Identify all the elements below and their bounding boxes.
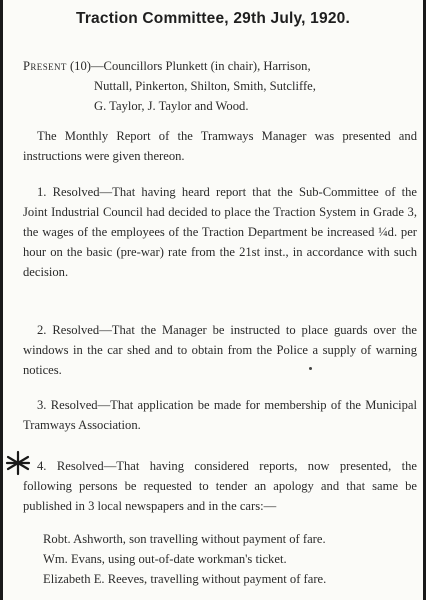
resolution-4 [23,456,417,516]
resolution-text: Resolved—That having considered reports, now presented, the following persons be requested to tender an apology and that same be published in 3 local newspapers and in the cars:— [23,459,417,513]
list-item: Wm. Evans, using out-of-date workman's ticket. [43,552,287,566]
resolution-1 [23,182,417,282]
list-item: Robt. Ashworth, son travelling without payment of fare. [43,532,326,546]
present-line-3: G. Taylor, J. Taylor and Wood. [94,99,249,113]
intro-paragraph: The Monthly Report of the Tramways Manager was presented and instructions were given thereon. [23,129,417,163]
resolution-2 [23,320,417,380]
resolution-number: 2. [37,323,47,337]
persons-list [43,529,419,589]
present-count: (10) [69,59,91,73]
present-label: Present [23,59,67,73]
ink-dot [309,367,312,370]
resolution-number: 4. [37,459,47,473]
present-line-2: Nuttall, Pinkerton, Shilton, Smith, Sutcliffe, [94,79,316,93]
attendance-list [23,56,415,116]
resolution-number: 1. [37,185,47,199]
list-item: Elizabeth E. Reeves, travelling without payment of fare. [43,572,327,586]
resolution-3 [23,395,417,435]
page-title: Traction Committee, 29th July, 1920. [76,10,350,27]
resolution-text: Resolved—That having heard report that the Sub-Committee of the Joint Industrial Council had decided to place the Traction System in Grade 3, the wages of the employees of the Traction Department be increased ¼d. per hour on the basic (pre-war) rate from the 21st inst., in accordance with such decision. [23,185,417,279]
resolution-number: 3. [37,398,47,412]
resolution-text: Resolved—That the Manager be instructed to place guards over the windows in the car shed and to obtain from the Police a supply of warning notices. [23,323,418,377]
present-line-1: —Councillors Plunkett (in chair), Harrison, [90,59,311,73]
resolution-text: Resolved—That application be made for membership of the Municipal Tramways Association. [23,398,418,432]
